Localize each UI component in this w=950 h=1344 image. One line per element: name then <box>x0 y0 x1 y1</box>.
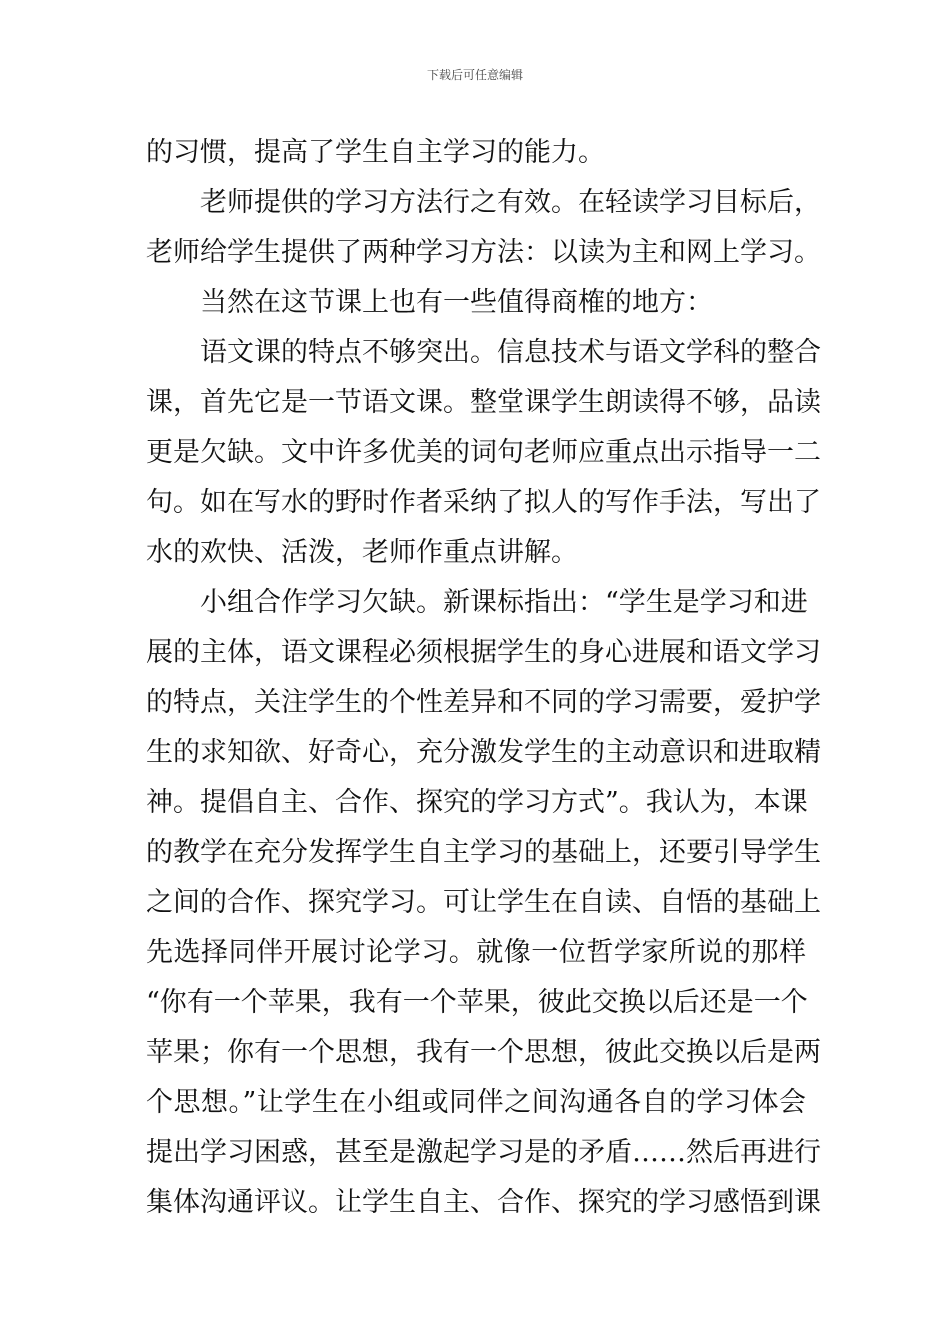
page-header-note: 下载后可任意编辑 <box>426 68 523 82</box>
body-line: 更是欠缺。文中许多优美的词句老师应重点出示指导一二 <box>146 437 821 468</box>
body-line: 的教学在充分发挥学生自主学习的基础上，还要引导学生 <box>146 837 821 868</box>
body-line: 句。如在写水的野时作者采纳了拟人的写作手法，写出了 <box>146 487 821 518</box>
body-line: “你有一个苹果，我有一个苹果，彼此交换以后还是一个 <box>146 987 808 1018</box>
body-line: 先选择同伴开展讨论学习。就像一位哲学家所说的那样 <box>146 937 806 968</box>
body-line: 当然在这节课上也有一些值得商榷的地方： <box>200 287 713 318</box>
body-line: 生的求知欲、好奇心，充分激发学生的主动意识和进取精 <box>146 737 821 768</box>
body-text <box>146 128 821 1228</box>
body-line: 神。提倡自主、合作、探究的学习方式”。我认为，本课 <box>146 787 808 818</box>
body-line: 集体沟通评议。让学生自主、合作、探究的学习感悟到课 <box>146 1187 821 1218</box>
body-line: 展的主体，语文课程必须根据学生的身心进展和语文学习 <box>146 637 821 668</box>
body-line: 个思想。”让学生在小组或同伴之间沟通各自的学习体会 <box>146 1087 806 1118</box>
body-line: 老师给学生提供了两种学习方法：以读为主和网上学习。 <box>146 237 821 268</box>
body-line: 小组合作学习欠缺。新课标指出：“学生是学习和进 <box>200 587 808 618</box>
body-line: 课，首先它是一节语文课。整堂课学生朗读得不够，品读 <box>146 387 821 418</box>
body-line: 的习惯，提高了学生自主学习的能力。 <box>146 137 605 168</box>
body-line: 老师提供的学习方法行之有效。在轻读学习目标后， <box>200 187 821 218</box>
body-line: 的特点，关注学生的个性差异和不同的学习需要，爱护学 <box>146 687 821 718</box>
body-line: 语文课的特点不够突出。信息技术与语文学科的整合 <box>200 337 821 368</box>
body-line: 提出学习困惑，甚至是激起学习是的矛盾……然后再进行 <box>146 1137 821 1168</box>
body-line: 水的欢快、活泼，老师作重点讲解。 <box>146 537 578 568</box>
body-line: 苹果；你有一个思想，我有一个思想，彼此交换以后是两 <box>146 1037 821 1068</box>
body-line: 之间的合作、探究学习。可让学生在自读、自悟的基础上 <box>146 887 821 918</box>
